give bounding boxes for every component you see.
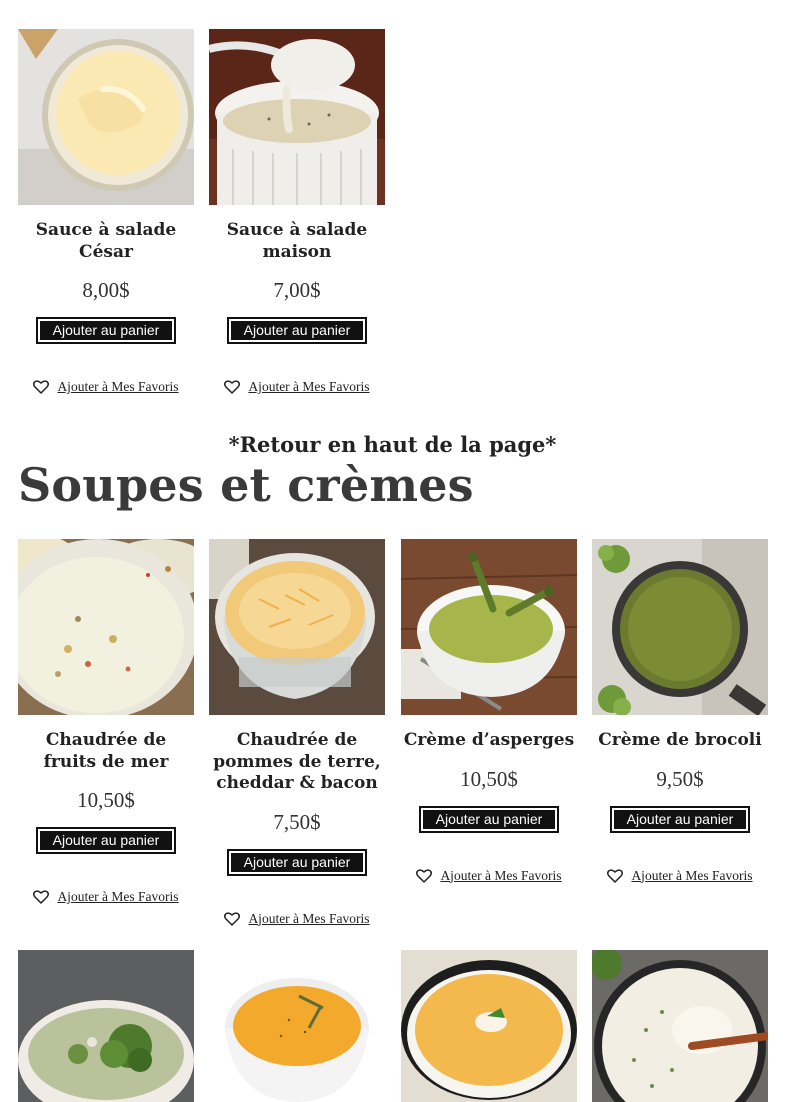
product-price: 8,00$ bbox=[82, 278, 130, 302]
add-to-favorites-label: Ajouter à Mes Favoris bbox=[440, 867, 562, 883]
add-to-favorites-link[interactable] bbox=[18, 379, 194, 395]
add-to-cart-button[interactable] bbox=[227, 317, 367, 344]
product-image[interactable] bbox=[401, 539, 577, 715]
heart-outline-icon bbox=[607, 869, 623, 883]
product-price: 7,50$ bbox=[273, 809, 321, 834]
product-card bbox=[592, 950, 768, 1102]
add-to-cart-label: Ajouter au panier bbox=[423, 810, 555, 829]
add-to-cart-button[interactable] bbox=[227, 849, 367, 876]
product-title[interactable]: Sauce à salade maison bbox=[226, 220, 368, 262]
product-title[interactable]: Crème d’asperges bbox=[403, 730, 575, 750]
product-image[interactable] bbox=[209, 950, 385, 1102]
product-card bbox=[209, 539, 385, 927]
product-card bbox=[401, 950, 577, 1102]
back-to-top-link[interactable]: *Retour en haut de la page* bbox=[228, 432, 557, 457]
product-title[interactable]: Sauce à salade César bbox=[35, 220, 177, 262]
product-price: 7,00$ bbox=[273, 278, 321, 302]
add-to-cart-label: Ajouter au panier bbox=[231, 321, 363, 340]
product-image[interactable] bbox=[592, 950, 768, 1102]
product-card bbox=[18, 539, 194, 905]
product-image[interactable] bbox=[18, 539, 194, 715]
add-to-favorites-label: Ajouter à Mes Favoris bbox=[57, 889, 179, 904]
product-title[interactable]: Chaudrée de pommes de terre, cheddar & bacon bbox=[213, 730, 381, 793]
product-image[interactable] bbox=[209, 539, 385, 715]
product-price: 10,50$ bbox=[77, 788, 135, 812]
product-title[interactable]: Crème de brocoli bbox=[598, 730, 762, 750]
add-to-favorites-label: Ajouter à Mes Favoris bbox=[57, 379, 179, 394]
add-to-cart-button[interactable] bbox=[36, 827, 176, 854]
product-price: 9,50$ bbox=[656, 766, 704, 791]
heart-outline-icon bbox=[416, 869, 432, 883]
add-to-favorites-link[interactable] bbox=[401, 868, 577, 884]
product-title[interactable]: Chaudrée de fruits de mer bbox=[43, 730, 169, 772]
add-to-cart-label: Ajouter au panier bbox=[231, 853, 363, 872]
add-to-cart-button[interactable] bbox=[419, 806, 559, 833]
product-card bbox=[209, 29, 385, 395]
add-to-favorites-link[interactable] bbox=[209, 379, 385, 395]
add-to-favorites-label: Ajouter à Mes Favoris bbox=[248, 379, 370, 394]
product-image[interactable] bbox=[401, 950, 577, 1102]
add-to-favorites-link[interactable] bbox=[209, 911, 385, 927]
product-card bbox=[18, 29, 194, 395]
product-card bbox=[209, 950, 385, 1102]
heart-outline-icon bbox=[224, 380, 240, 394]
add-to-cart-label: Ajouter au panier bbox=[614, 810, 746, 829]
add-to-cart-label: Ajouter au panier bbox=[40, 831, 172, 850]
product-image[interactable] bbox=[592, 539, 768, 715]
add-to-favorites-label: Ajouter à Mes Favoris bbox=[248, 910, 370, 926]
product-card bbox=[592, 539, 768, 884]
add-to-favorites-link[interactable] bbox=[18, 889, 194, 905]
product-image[interactable] bbox=[209, 29, 385, 205]
add-to-cart-button[interactable] bbox=[36, 317, 176, 344]
heart-outline-icon bbox=[224, 912, 240, 926]
section-heading: Soupes et crèmes bbox=[18, 458, 474, 512]
heart-outline-icon bbox=[33, 890, 49, 904]
add-to-cart-label: Ajouter au panier bbox=[40, 321, 172, 340]
heart-outline-icon bbox=[33, 380, 49, 394]
product-card bbox=[401, 539, 577, 884]
add-to-cart-button[interactable] bbox=[610, 806, 750, 833]
product-price: 10,50$ bbox=[460, 766, 518, 791]
product-image[interactable] bbox=[18, 29, 194, 205]
add-to-favorites-link[interactable] bbox=[592, 868, 768, 884]
product-card bbox=[18, 950, 194, 1102]
add-to-favorites-label: Ajouter à Mes Favoris bbox=[631, 867, 753, 883]
product-image[interactable] bbox=[18, 950, 194, 1102]
